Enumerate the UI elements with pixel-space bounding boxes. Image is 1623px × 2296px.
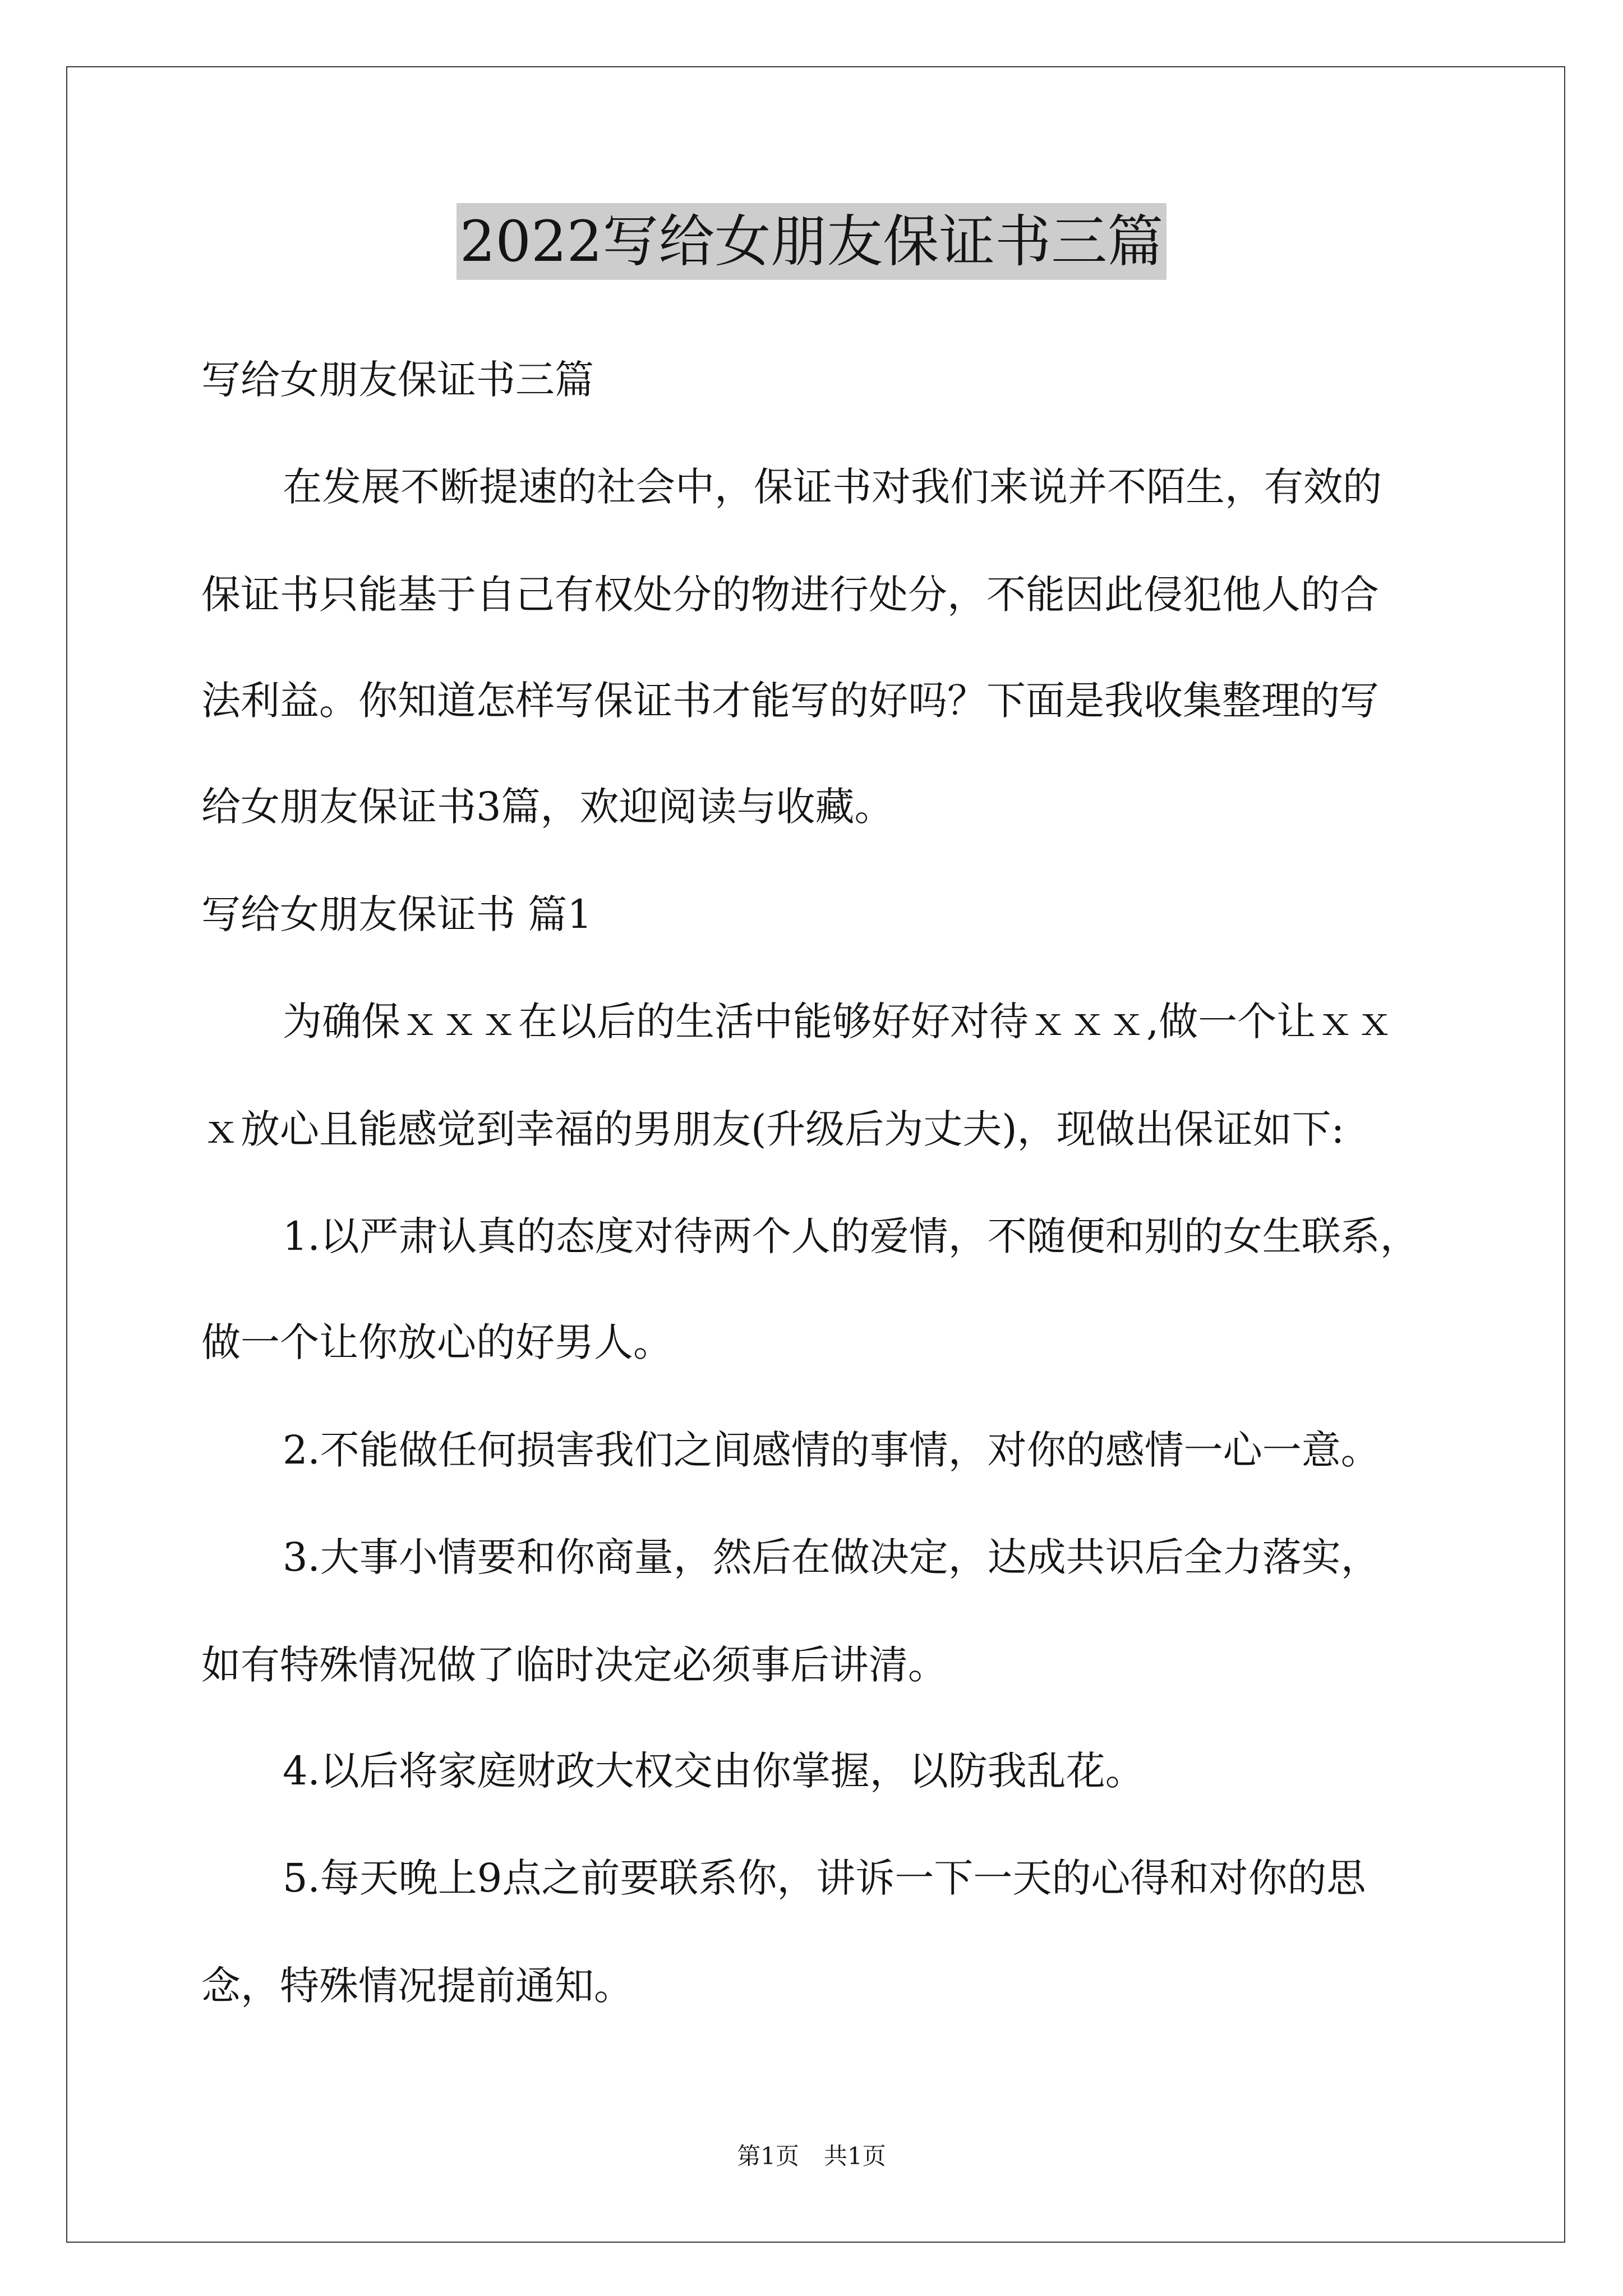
document-subtitle: 写给女朋友保证书三篇 <box>201 357 594 403</box>
document-title: 2022写给女朋友保证书三篇 <box>457 203 1167 280</box>
pledge-intro-line: ｘ放心且能感觉到幸福的男朋友(升级后为丈夫)，现做出保证如下: <box>201 1106 1345 1152</box>
pledge-intro-line: 为确保ｘｘｘ在以后的生活中能够好好对待ｘｘｘ,做一个让ｘｘ <box>283 999 1395 1045</box>
intro-line: 在发展不断提速的社会中，保证书对我们来说并不陌生，有效的 <box>283 464 1382 510</box>
pledge-item-5-line: 念，特殊情况提前通知。 <box>201 1963 633 2009</box>
pledge-item-3-line: 如有特殊情况做了临时决定必须事后讲清。 <box>201 1642 947 1688</box>
intro-line: 法利益。你知道怎样写保证书才能写的好吗？下面是我收集整理的写 <box>201 678 1379 724</box>
page-number: 第1页 <box>737 2142 799 2170</box>
intro-line: 保证书只能基于自己有权处分的物进行处分，不能因此侵犯他人的合 <box>201 572 1379 618</box>
pledge-item-2-line: 2.不能做任何损害我们之间感情的事情，对你的感情一心一意。 <box>283 1427 1380 1473</box>
pledge-item-4-line: 4.以后将家庭财政大权交由你掌握，以防我乱花。 <box>283 1748 1145 1794</box>
intro-line: 给女朋友保证书3篇，欢迎阅读与收藏。 <box>201 784 894 830</box>
pledge-item-5-line: 5.每天晚上9点之前要联系你，讲诉一下一天的心得和对你的思 <box>283 1855 1366 1901</box>
section-heading: 写给女朋友保证书 篇1 <box>201 891 592 937</box>
pledge-item-1-line: 做一个让你放心的好男人。 <box>201 1319 672 1365</box>
pledge-item-1-line: 1.以严肃认真的态度对待两个人的爱情，不随便和别的女生联系， <box>283 1213 1419 1259</box>
page-total: 共1页 <box>824 2142 886 2170</box>
pledge-item-3-line: 3.大事小情要和你商量，然后在做决定，达成共识后全力落实， <box>283 1534 1380 1580</box>
title-row <box>0 203 1623 280</box>
page-footer <box>0 2142 1623 2170</box>
